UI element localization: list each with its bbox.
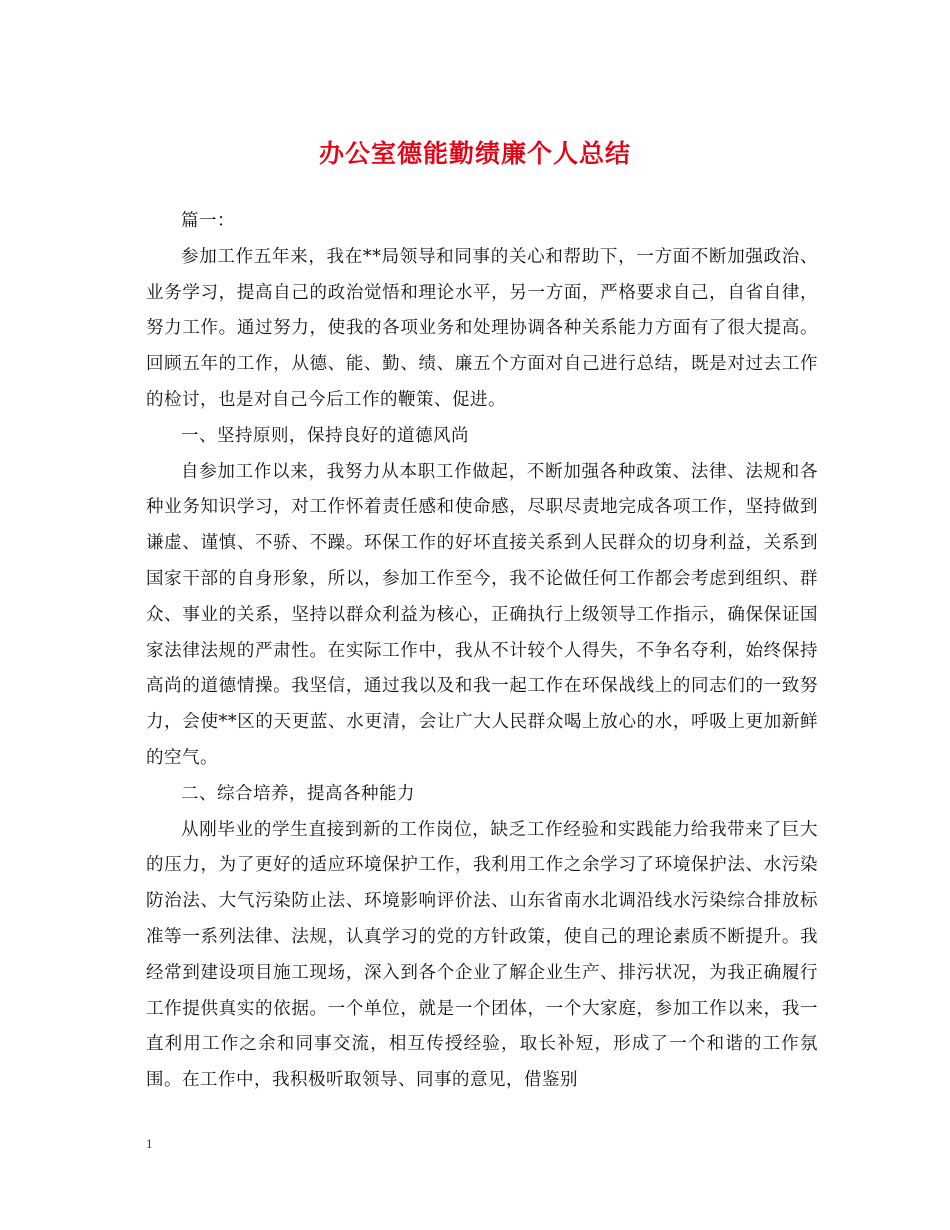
document-title: 办公室德能勤绩廉个人总结 [318, 139, 631, 168]
page-number: 1 [146, 1136, 153, 1151]
heading-section-two: 二、综合培养，提高各种能力 [181, 783, 415, 804]
paragraph-section-two: 从刚毕业的学生直接到新的工作岗位，缺乏工作经验和实践能力给我带来了巨大的压力，为了更好的适应环境保护工作，我利用工作之余学习了环境保护法、水污染防治法、大气污染防止法、环境影响评价法、山东省南水北调沿线水污染综合排放标准等一系列法律、法规，认真学习的党的方针政策，使自己的理论素质不断提升。我经常到建设项目施工现场，深入到各个企业了解企业生产、排污状况，为我正确履行工作提供真实的依据。一个单位，就是一个团体，一个大家庭，参加工作以来，我一直利用工作之余和同事交流，相互传授经验，取长补短，形成了一个和谐的工作氛围。在工作中，我积极听取领导、同事的意见，借鉴别 [146, 819, 818, 1091]
paragraph-intro: 参加工作五年来，我在**局领导和同事的关心和帮助下，一方面不断加强政治、业务学习，提高自己的政治觉悟和理论水平，另一方面，严格要求自己，自省自律，努力工作。通过努力，使我的各项业务和处理协调各种关系能力方面有了很大提高。回顾五年的工作，从德、能、勤、绩、廉五个方面对自己进行总结，既是对过去工作的检讨，也是对自己今后工作的鞭策、促进。 [146, 246, 818, 410]
paragraph-section-label: 篇一： [181, 211, 235, 231]
document-body [146, 204, 818, 1099]
paragraph-section-one: 自参加工作以来，我努力从本职工作做起，不断加强各种政策、法律、法规和各种业务知识学习，对工作怀着责任感和使命感，尽职尽责地完成各项工作，坚持做到谦虚、谨慎、不骄、不躁。环保工作的好坏直接关系到人民群众的切身利益，关系到国家干部的自身形象，所以，参加工作至今，我不论做任何工作都会考虑到组织、群众、事业的关系，坚持以群众利益为核心，正确执行上级领导工作指示，确保保证国家法律法规的严肃性。在实际工作中，我从不计较个人得失，不争名夺利，始终保持高尚的道德情操。我坚信，通过我以及和我一起工作在环保战线上的同志们的一致努力，会使**区的天更蓝、水更清，会让广大人民群众喝上放心的水，呼吸上更加新鲜的空气。 [146, 461, 818, 768]
heading-section-one: 一、坚持原则，保持良好的道德风尚 [181, 425, 469, 446]
